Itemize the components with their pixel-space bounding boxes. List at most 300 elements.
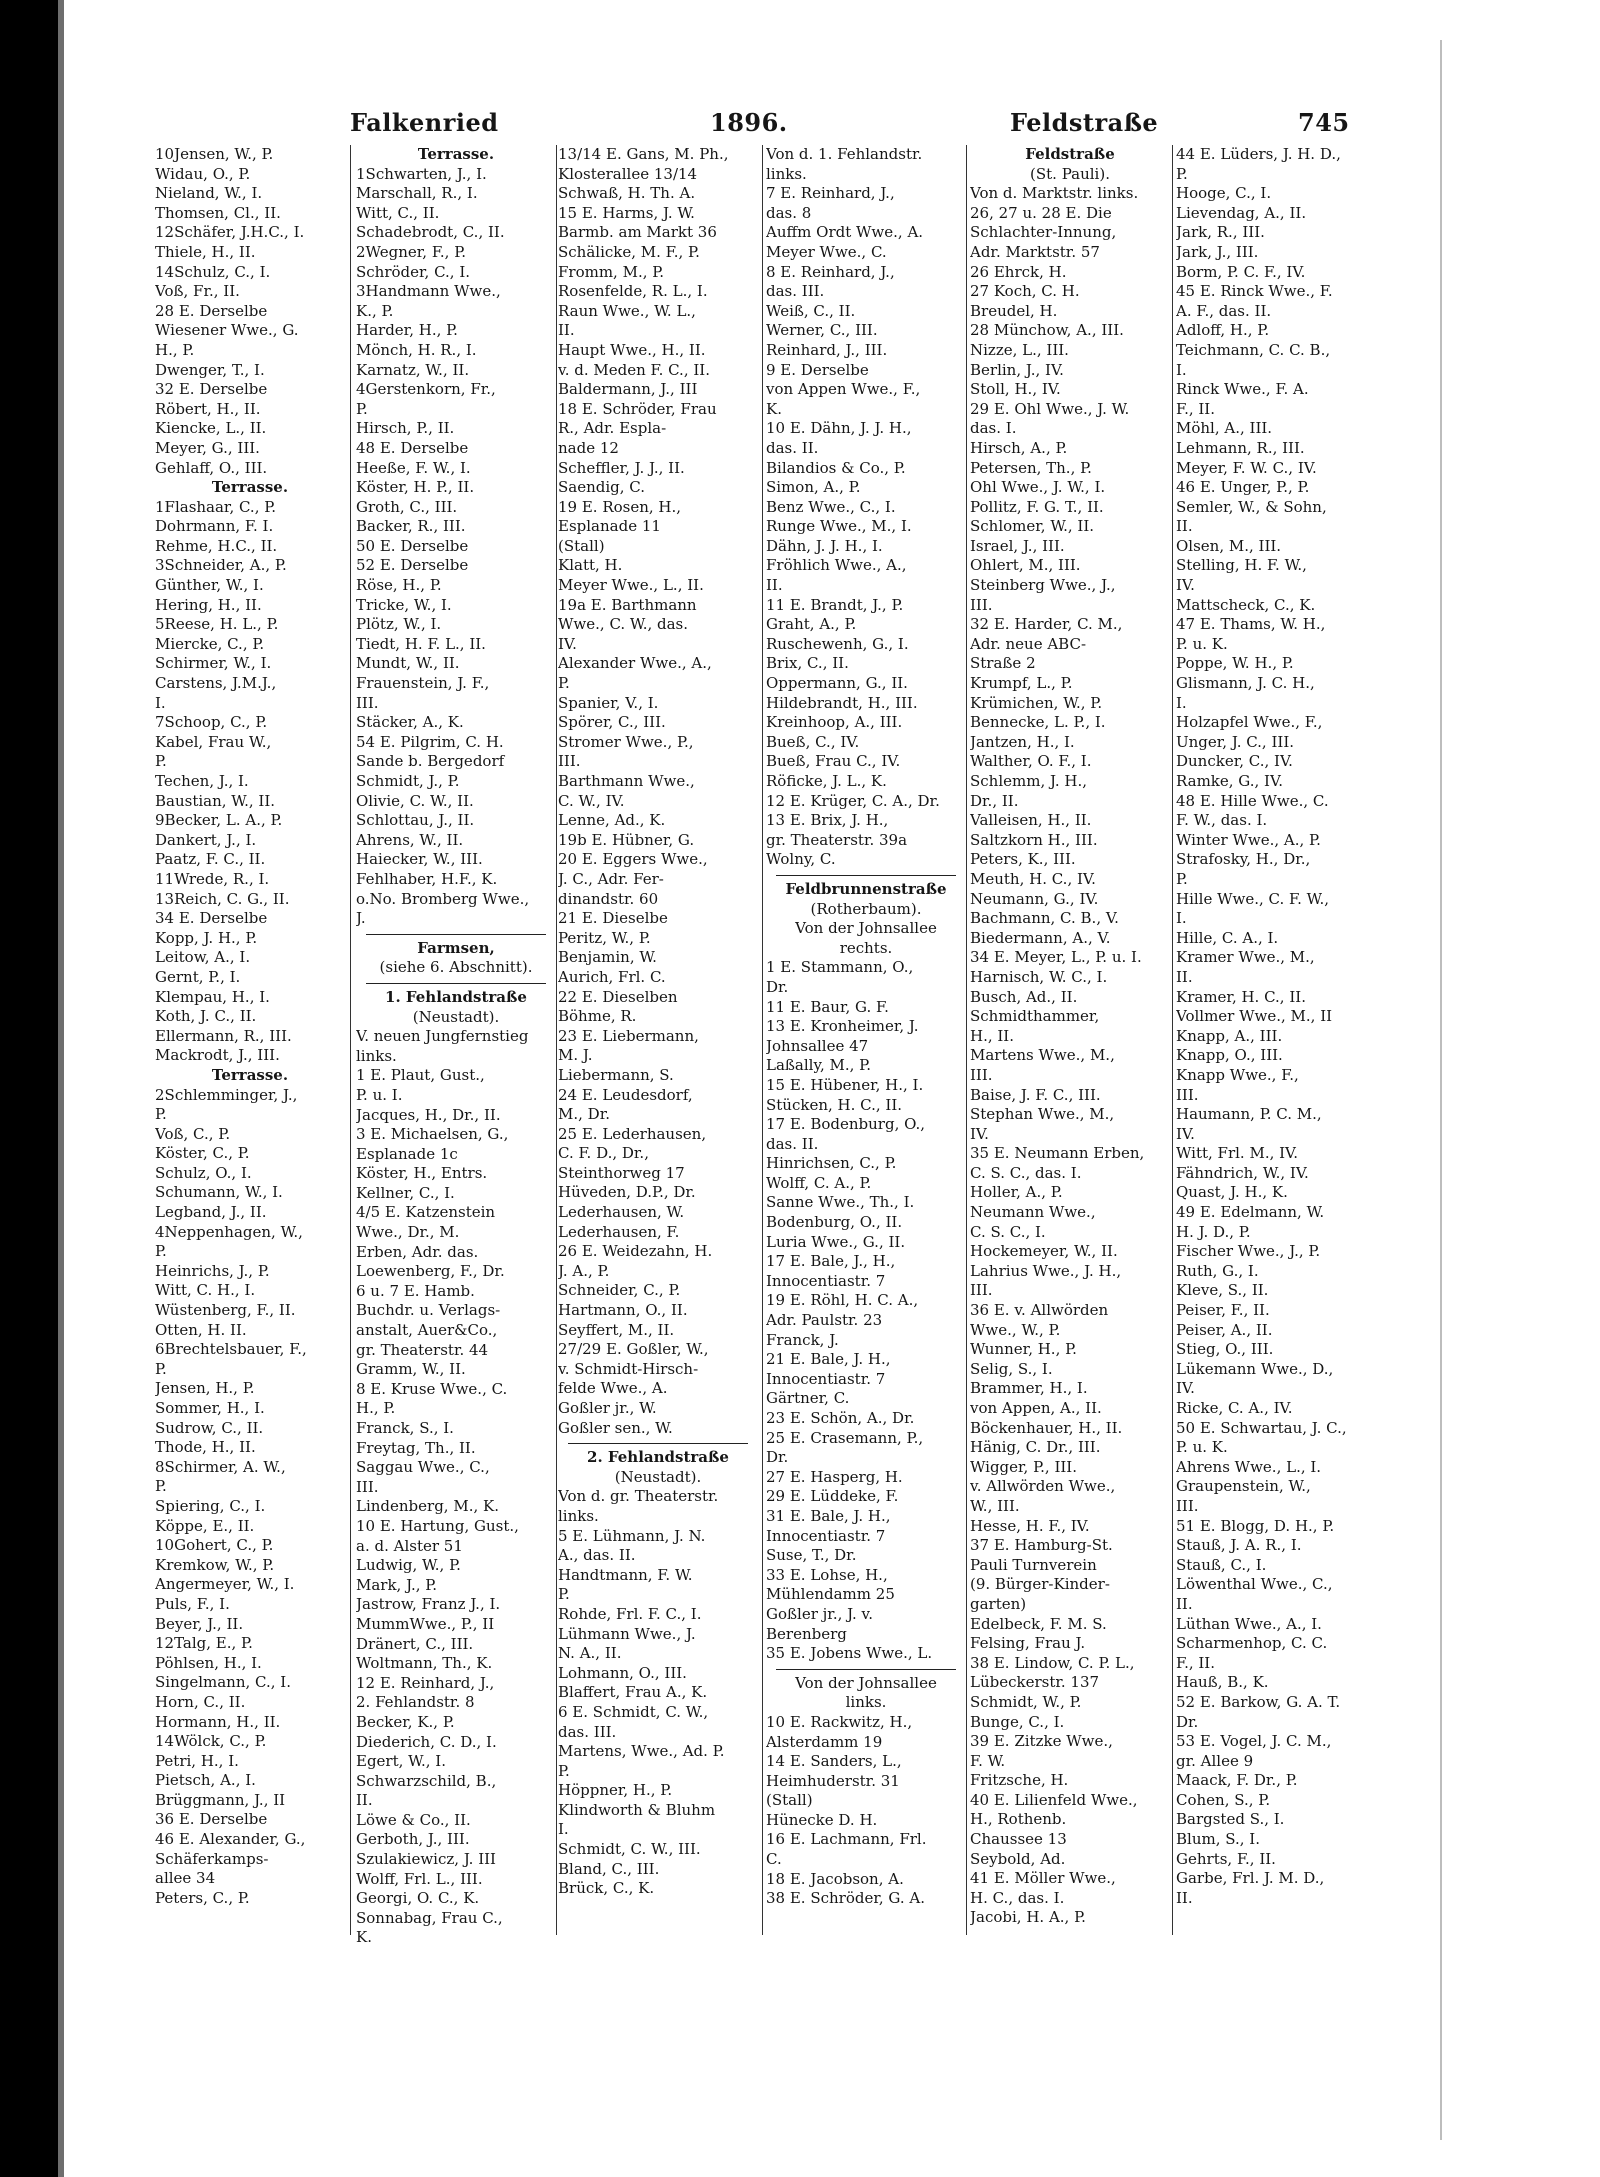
directory-entry: I. [155, 693, 166, 712]
directory-entry: Wunner, H., P. [970, 1340, 1077, 1359]
directory-entry: Schumann, W., I. [155, 1183, 283, 1202]
directory-entry: Winter Wwe., A., P. [1176, 830, 1321, 849]
directory-entry: Kopp, J. H., P. [155, 928, 258, 947]
directory-entry: H., P. [356, 1399, 396, 1418]
directory-entry: Maack, F. Dr., P. [1176, 1771, 1298, 1790]
directory-entry: Hartmann, O., II. [558, 1301, 688, 1320]
directory-entry: Steinberg Wwe., J., [970, 576, 1116, 595]
directory-entry: das. III. [558, 1722, 617, 1741]
directory-entry: 4Neppenhagen, W., [155, 1222, 303, 1241]
directory-entry: Dwenger, T., I. [155, 360, 265, 379]
directory-entry: 12 E. Reinhard, J., [356, 1673, 495, 1692]
directory-entry: K. [766, 399, 782, 418]
directory-entry: Stauß, J. A. R., I. [1176, 1536, 1302, 1555]
directory-entry: Franck, S., I. [356, 1419, 454, 1437]
directory-entry: 10 E. Rackwitz, H., [766, 1712, 913, 1731]
directory-entry: Heimhuderstr. 31 [766, 1771, 900, 1790]
directory-entry: Gerboth, J., III. [356, 1830, 470, 1849]
directory-entry: Wigger, P., III. [970, 1457, 1077, 1476]
directory-entry: 7Schoop, C., P. [155, 713, 268, 732]
directory-entry: IV. [558, 634, 577, 653]
directory-entry: Haupt Wwe., H., II. [558, 340, 706, 359]
directory-entry: o.No. Bromberg Wwe., [356, 889, 530, 908]
directory-entry: dinandstr. 60 [558, 889, 659, 908]
directory-entry: Valleisen, H., II. [970, 811, 1092, 830]
directory-entry: Schröder, C., I. [356, 262, 471, 281]
directory-entry: II. [1176, 967, 1193, 986]
directory-entry: Simon, A., P. [766, 478, 861, 497]
directory-entry: 12 E. Krüger, C. A., Dr. [766, 791, 940, 810]
directory-entry: Schäferkamps- [155, 1849, 269, 1868]
directory-entry: 23 E. Liebermann, [558, 1026, 699, 1045]
directory-entry: Reinhard, J., III. [766, 340, 888, 359]
directory-entry: Lederhausen, F. [558, 1222, 680, 1241]
directory-entry: Lehmann, R., III. [1176, 438, 1305, 457]
directory-entry: Groth, C., III. [356, 497, 458, 516]
directory-entry: Gernt, P., I. [155, 967, 241, 986]
directory-entry: K., P. [356, 301, 394, 320]
directory-entry: Peters, K., III. [970, 850, 1076, 869]
directory-entry: III. [970, 1065, 993, 1084]
directory-entry: Fritzsche, H. [970, 1771, 1069, 1790]
directory-entry: Holzapfel Wwe., F., [1176, 713, 1323, 732]
directory-entry: Ramke, G., IV. [1176, 772, 1283, 790]
directory-entry: Scheffler, J. J., II. [558, 458, 685, 477]
directory-entry: gr. Allee 9 [1176, 1751, 1254, 1770]
directory-entry: Schwarzschild, B., [356, 1771, 497, 1790]
directory-entry: Fehlhaber, H.F., K. [356, 869, 498, 888]
directory-entry: Kramer Wwe., M., [1176, 948, 1315, 967]
directory-entry: garten) [970, 1594, 1027, 1613]
directory-entry: 32 E. Harder, C. M., [970, 615, 1123, 634]
directory-entry: Gehlaff, O., III. [155, 458, 268, 477]
directory-entry: Vollmer Wwe., M., II [1176, 1007, 1333, 1026]
directory-entry: Schmidt, J., P. [356, 772, 460, 790]
directory-entry: 46 E. Alexander, G., [155, 1830, 306, 1849]
directory-entry: Berenberg [766, 1624, 847, 1643]
directory-entry: Puls, F., I. [155, 1594, 230, 1613]
directory-entry: C. S. C., das. I. [970, 1163, 1082, 1182]
directory-entry: Felsing, Frau J. [970, 1634, 1086, 1653]
directory-entry: Hooge, C., I. [1176, 184, 1272, 203]
directory-entry: V. neuen Jungfernstieg [356, 1027, 529, 1046]
directory-entry: 19 E. Röhl, H. C. A., [766, 1291, 919, 1310]
directory-entry: Otten, H. II. [155, 1320, 247, 1339]
directory-entry: Dankert, J., I. [155, 830, 257, 849]
directory-entry: III. [356, 1477, 379, 1496]
directory-entry: Petersen, Th., P. [970, 458, 1092, 477]
directory-entry: Olsen, M., III. [1176, 536, 1282, 555]
column-divider [966, 145, 967, 1935]
directory-entry: Sudrow, C., II. [155, 1418, 264, 1437]
directory-entry: Peiser, F., II. [1176, 1301, 1270, 1320]
directory-column-1 [155, 145, 345, 1908]
directory-entry: Holler, A., P. [970, 1183, 1063, 1202]
directory-entry: Bodenburg, O., II. [766, 1213, 903, 1232]
section-note: (Rotherbaum). [810, 899, 922, 918]
directory-entry: Witt, C. H., I. [155, 1281, 256, 1300]
directory-entry: Dr. [766, 1448, 789, 1467]
directory-entry: N. A., II. [558, 1644, 622, 1663]
directory-entry: M. J. [558, 1046, 593, 1065]
directory-entry: Mönch, H. R., I. [356, 340, 477, 359]
directory-column-5 [970, 145, 1170, 1928]
directory-entry: 50 E. Derselbe [356, 536, 469, 555]
directory-entry: Gramm, W., II. [356, 1360, 466, 1379]
directory-entry: Graht, A., P. [766, 615, 857, 634]
directory-entry: 37 E. Hamburg-St. [970, 1536, 1113, 1555]
section-rule [766, 870, 966, 880]
directory-entry: Hille, C. A., I. [1176, 928, 1279, 947]
directory-entry: Jastrow, Franz J., I. [356, 1595, 501, 1614]
directory-entry: 35 E. Neumann Erben, [970, 1144, 1145, 1163]
directory-entry: nade 12 [558, 438, 619, 457]
directory-entry: Koth, J. C., II. [155, 1007, 257, 1026]
directory-entry: (Stall) [766, 1791, 813, 1810]
directory-entry: Adr. Paulstr. 23 [766, 1311, 883, 1330]
directory-entry: 25 E. Crasemann, P., [766, 1428, 924, 1447]
directory-entry: Barthmann Wwe., [558, 772, 695, 790]
directory-entry: 21 E. Bale, J. H., [766, 1350, 891, 1369]
directory-entry: Ohl Wwe., J. W., I. [970, 478, 1106, 497]
directory-entry: Cohen, S., P. [1176, 1790, 1271, 1809]
directory-entry: gr. Theaterstr. 44 [356, 1340, 489, 1359]
directory-entry: 47 E. Thams, W. H., [1176, 615, 1326, 634]
directory-entry: Kiencke, L., II. [155, 419, 267, 438]
directory-entry: Chaussee 13 [970, 1830, 1067, 1849]
directory-entry: Lievendag, A., II. [1176, 203, 1307, 222]
directory-entry: (9. Bürger-Kinder- [970, 1575, 1110, 1594]
directory-entry: Buchdr. u. Verlags- [356, 1301, 501, 1320]
directory-entry: Wwe., Dr., M. [356, 1223, 460, 1242]
directory-entry: 10Jensen, W., P. [155, 145, 274, 163]
directory-entry: Sonnabag, Frau C., [356, 1908, 503, 1927]
directory-entry: Voß, Fr., II. [155, 282, 240, 301]
directory-entry: 34 E. Meyer, L., P. u. I. [970, 948, 1142, 967]
directory-column-4 [766, 145, 966, 1909]
directory-entry: Lohmann, O., III. [558, 1663, 687, 1682]
directory-entry: M., Dr. [558, 1105, 610, 1124]
directory-entry: Marschall, R., I. [356, 184, 478, 203]
directory-entry: Hinrichsen, C., P. [766, 1154, 897, 1173]
section-note: (siehe 6. Abschnitt). [379, 958, 533, 977]
column-divider [350, 145, 351, 1935]
directory-entry: 24 E. Leudesdorf, [558, 1085, 693, 1104]
directory-entry: Pauli Turnverein [970, 1555, 1097, 1574]
directory-entry: P. [155, 1477, 167, 1496]
directory-entry: 4Gerstenkorn, Fr., [356, 380, 496, 399]
directory-entry: Thomsen, Cl., II. [155, 203, 281, 222]
directory-entry: Pöhlsen, H., I. [155, 1653, 262, 1672]
directory-entry: Hildebrandt, H., III. [766, 693, 918, 712]
directory-entry: Böhme, R. [558, 1007, 637, 1026]
directory-entry: Hirsch, A., P. [970, 438, 1068, 457]
directory-entry: Lübeckerstr. 137 [970, 1673, 1100, 1692]
section-rule [356, 978, 556, 988]
directory-entry: Hormann, H., II. [155, 1712, 281, 1731]
directory-entry: links. [356, 1046, 397, 1065]
running-head-right: Feldstraße [1010, 108, 1159, 137]
directory-entry: 31 E. Bale, J. H., [766, 1506, 891, 1525]
directory-entry: Ruth, G., I. [1176, 1261, 1259, 1280]
directory-entry: Wwe., C. W., das. [558, 615, 689, 634]
section-note: links. [845, 1693, 887, 1712]
directory-entry: I. [1176, 360, 1187, 379]
directory-entry: 5Reese, H. L., P. [155, 615, 279, 634]
directory-entry: Witt, C., II. [356, 203, 440, 222]
directory-entry: Olivie, C. W., II. [356, 791, 474, 810]
directory-entry: 13 E. Kronheimer, J. [766, 1017, 919, 1036]
directory-entry: 27 E. Hasperg, H. [766, 1467, 903, 1486]
directory-entry: P. [155, 1242, 167, 1261]
directory-entry: Lenne, Ad., K. [558, 811, 666, 830]
directory-entry: 49 E. Edelmann, W. [1176, 1203, 1325, 1222]
directory-entry: Dr. [766, 977, 789, 996]
directory-entry: Quast, J. H., K. [1176, 1183, 1288, 1202]
street-heading: 1. Fehlandstraße [385, 987, 527, 1006]
directory-entry: Spörer, C., III. [558, 713, 666, 732]
directory-entry: 33 E. Lohse, H., [766, 1565, 888, 1584]
section-note: (Neustadt). [412, 1007, 500, 1026]
directory-entry: Löwe & Co., II. [356, 1810, 471, 1829]
directory-entry: 38 E. Schröder, G. A. [766, 1889, 926, 1908]
directory-entry: F. W., das. I. [1176, 811, 1268, 830]
directory-entry: 1 E. Stammann, O., [766, 958, 914, 977]
directory-entry: Harnisch, W. C., I. [970, 967, 1108, 986]
directory-entry: Kellner, C., I. [356, 1183, 455, 1202]
directory-entry: Karnatz, W., II. [356, 360, 470, 379]
directory-entry: P. [155, 1359, 167, 1378]
directory-entry: Baise, J. F. C., III. [970, 1085, 1101, 1104]
directory-entry: links. [558, 1506, 599, 1525]
directory-entry: 13 E. Brix, J. H., [766, 811, 889, 830]
section-note: Von der Johnsallee [795, 919, 937, 938]
directory-entry: F., II. [1176, 399, 1215, 418]
directory-entry: 40 E. Lilienfeld Wwe., [970, 1790, 1138, 1809]
directory-entry: Haiecker, W., III. [356, 850, 483, 869]
directory-entry: 6 E. Schmidt, C. W., [558, 1702, 709, 1721]
directory-entry: Von d. gr. Theaterstr. [558, 1487, 719, 1506]
directory-entry: 6 u. 7 E. Hamb. [356, 1281, 475, 1300]
directory-entry: 11 E. Brandt, J., P. [766, 595, 904, 614]
directory-entry: gr. Theaterstr. 39a [766, 830, 908, 849]
directory-entry: F. W. [970, 1751, 1006, 1770]
directory-entry: Dr., II. [970, 791, 1019, 810]
directory-entry: Schirmer, W., I. [155, 654, 272, 673]
directory-entry: 26, 27 u. 28 E. Die [970, 203, 1112, 222]
directory-entry: Wiesener Wwe., G. [155, 321, 299, 340]
directory-entry: Kabel, Frau W., [155, 732, 272, 751]
directory-entry: Szulakiewicz, J. III [356, 1850, 496, 1869]
directory-entry: 54 E. Pilgrim, C. H. [356, 732, 504, 751]
directory-entry: H. J. D., P. [1176, 1222, 1251, 1241]
directory-entry: Werner, C., III. [766, 321, 878, 340]
directory-entry: Krumpf, L., P. [970, 674, 1073, 693]
directory-entry: Bueß, C., IV. [766, 732, 860, 751]
directory-entry: 3 E. Michaelsen, G., [356, 1125, 509, 1144]
directory-entry: das. II. [766, 1134, 819, 1153]
directory-entry: Teichmann, C. C. B., [1176, 340, 1331, 359]
directory-entry: 27 Koch, C. H. [970, 282, 1080, 301]
directory-entry: Runge Wwe., M., I. [766, 517, 912, 536]
directory-entry: Stauß, C., I. [1176, 1555, 1267, 1574]
directory-entry: Schlomer, W., II. [970, 517, 1095, 536]
directory-entry: das. 8 [766, 203, 812, 222]
directory-entry: C. W., IV. [558, 791, 625, 810]
directory-entry: Hünecke D. H. [766, 1810, 878, 1829]
directory-entry: Seyffert, M., II. [558, 1320, 675, 1339]
directory-entry: Meyer, G., III. [155, 438, 260, 457]
directory-entry: P. [1176, 869, 1188, 888]
directory-entry: v. Allwörden Wwe., [970, 1477, 1116, 1496]
directory-entry: Innocentiastr. 7 [766, 1526, 886, 1545]
directory-entry: A., das. II. [558, 1546, 636, 1565]
directory-entry: Fähndrich, W., IV. [1176, 1163, 1309, 1182]
directory-entry: Goßler sen., W. [558, 1418, 673, 1437]
directory-column-2 [356, 145, 556, 1948]
directory-entry: Unger, J. C., III. [1176, 732, 1295, 751]
page-number: 745 [1298, 108, 1350, 137]
directory-entry: IV. [1176, 1124, 1195, 1143]
directory-entry: Von d. Marktstr. links. [970, 184, 1139, 203]
directory-entry: Weiß, C., II. [766, 301, 856, 320]
directory-entry: Jacques, H., Dr., II. [356, 1105, 501, 1124]
directory-entry: Spanier, V., I. [558, 693, 659, 712]
directory-entry: II. [1176, 517, 1193, 536]
directory-entry: Schmidt, C. W., III. [558, 1840, 701, 1859]
directory-entry: Garbe, Frl. J. M. D., [1176, 1869, 1325, 1888]
column-divider [556, 145, 557, 1935]
directory-entry: Ellermann, R., III. [155, 1026, 292, 1045]
directory-entry: Jantzen, H., I. [970, 732, 1075, 751]
directory-entry: Glismann, J. C. H., [1176, 674, 1315, 693]
directory-entry: III. [970, 1281, 993, 1300]
directory-entry: Dr. [1176, 1712, 1199, 1731]
section-note: rechts. [839, 938, 893, 957]
directory-entry: Adr. Marktstr. 57 [970, 242, 1100, 261]
directory-entry: Kremkow, W., P. [155, 1555, 275, 1574]
directory-entry: Löwenthal Wwe., C., [1176, 1575, 1333, 1594]
directory-entry: J. C., Adr. Fer- [558, 869, 664, 888]
column-divider [762, 145, 763, 1935]
directory-entry: W., III. [970, 1496, 1020, 1515]
directory-entry: Benz Wwe., C., I. [766, 497, 896, 516]
directory-entry: Petri, H., I. [155, 1751, 239, 1770]
directory-entry: Franck, J. [766, 1330, 839, 1349]
directory-entry: 27/29 E. Goßler, W., [558, 1340, 709, 1359]
directory-entry: Hesse, H. F., IV. [970, 1516, 1090, 1535]
directory-entry: 9Becker, L. A., P. [155, 811, 283, 830]
directory-entry: III. [1176, 1085, 1199, 1104]
directory-entry: Kramer, H. C., II. [1176, 987, 1306, 1006]
directory-entry: 36 E. v. Allwörden [970, 1301, 1109, 1320]
directory-column-3 [558, 145, 758, 1899]
directory-entry: Scharmenhop, C. C. [1176, 1634, 1328, 1653]
directory-entry: Knapp Wwe., F., [1176, 1065, 1299, 1084]
directory-entry: Mackrodt, J., III. [155, 1046, 280, 1065]
directory-entry: 1Schwarten, J., I. [356, 164, 487, 183]
directory-entry: 3Schneider, A., P. [155, 556, 287, 575]
directory-entry: 35 E. Jobens Wwe., L. [766, 1644, 933, 1663]
directory-entry: Köster, H., Entrs. [356, 1164, 488, 1183]
directory-entry: Brammer, H., I. [970, 1379, 1088, 1398]
directory-entry: 32 E. Derselbe [155, 380, 268, 399]
directory-entry: 15 E. Hübener, H., I. [766, 1075, 924, 1094]
directory-entry: 12Talg, E., P. [155, 1634, 253, 1653]
directory-entry: Alsterdamm 19 [766, 1732, 883, 1751]
directory-entry: Duncker, C., IV. [1176, 752, 1293, 771]
directory-entry: IV. [970, 1124, 989, 1143]
directory-entry: 19b E. Hübner, G. [558, 830, 695, 849]
street-heading: Terrasse. [211, 478, 289, 497]
directory-entry: F., II. [1176, 1653, 1215, 1672]
directory-entry: Schlottau, J., II. [356, 811, 475, 830]
directory-entry: Schälicke, M. F., P. [558, 242, 700, 261]
directory-entry: Wolff, C. A., P. [766, 1173, 872, 1192]
directory-entry: Schlemm, J. H., [970, 772, 1087, 790]
directory-entry: Poppe, W. H., P. [1176, 654, 1294, 673]
directory-entry: Adloff, H., P. [1176, 321, 1270, 340]
directory-entry: Woltmann, Th., K. [356, 1654, 493, 1673]
directory-entry: Günther, W., I. [155, 576, 264, 595]
section-note: (St. Pauli). [1030, 164, 1110, 183]
directory-entry: I. [558, 1820, 569, 1839]
directory-entry: 26 Ehrck, H. [970, 262, 1067, 281]
directory-column-6 [1176, 145, 1381, 1908]
directory-entry: Rinck Wwe., F. A. [1176, 380, 1309, 399]
directory-entry: II. [1176, 1888, 1193, 1907]
directory-entry: Tiedt, H. F. L., II. [356, 634, 486, 653]
directory-entry: Jensen, H., P. [155, 1379, 255, 1398]
directory-entry: 29 E. Lüddeke, F. [766, 1487, 899, 1506]
directory-entry: Ahrens, W., II. [356, 830, 464, 849]
directory-entry: 2. Fehlandstr. 8 [356, 1693, 475, 1712]
directory-entry: R., Adr. Espla- [558, 419, 667, 438]
directory-entry: 16 E. Lachmann, Frl. [766, 1830, 927, 1849]
directory-entry: Johnsallee 47 [766, 1036, 869, 1055]
directory-entry: J. A., P. [558, 1261, 610, 1280]
directory-entry: 5 E. Lühmann, J. N. [558, 1526, 706, 1545]
directory-entry: Lühmann Wwe., J. [558, 1624, 696, 1643]
directory-entry: Blum, S., I. [1176, 1830, 1260, 1849]
directory-entry: Semler, W., & Sohn, [1176, 497, 1327, 516]
directory-entry: 52 E. Derselbe [356, 556, 469, 575]
directory-entry: 14Schulz, C., I. [155, 262, 271, 281]
directory-entry: 19 E. Rosen, H., [558, 497, 682, 516]
directory-entry: Bachmann, C. B., V. [970, 909, 1119, 928]
directory-entry: Peiser, A., II. [1176, 1320, 1273, 1339]
directory-entry: 2Schlemminger, J., [155, 1085, 298, 1104]
directory-entry: Busch, Ad., II. [970, 987, 1078, 1006]
directory-entry: a. d. Alster 51 [356, 1536, 463, 1555]
directory-entry: 53 E. Vogel, J. C. M., [1176, 1732, 1332, 1751]
directory-entry: Seybold, Ad. [970, 1849, 1066, 1868]
section-note: (Neustadt). [614, 1467, 702, 1486]
directory-entry: Graupenstein, W., [1176, 1477, 1311, 1496]
directory-entry: Hüveden, D.P., Dr. [558, 1183, 696, 1202]
directory-entry: 23 E. Schön, A., Dr. [766, 1409, 915, 1427]
directory-entry: Meyer Wwe., C. [766, 242, 887, 261]
directory-entry: Rohde, Frl. F. C., I. [558, 1604, 702, 1623]
directory-entry: Liebermann, S. [558, 1065, 674, 1084]
directory-entry: Saltzkorn H., III. [970, 830, 1098, 849]
running-head-left: Falkenried [350, 108, 499, 137]
directory-entry: Thode, H., II. [155, 1438, 256, 1457]
directory-entry: Heinrichs, J., P. [155, 1261, 270, 1280]
directory-entry: P. [356, 399, 368, 418]
directory-entry: Suse, T., Dr. [766, 1546, 857, 1565]
section-note: Von der Johnsallee [795, 1673, 937, 1692]
